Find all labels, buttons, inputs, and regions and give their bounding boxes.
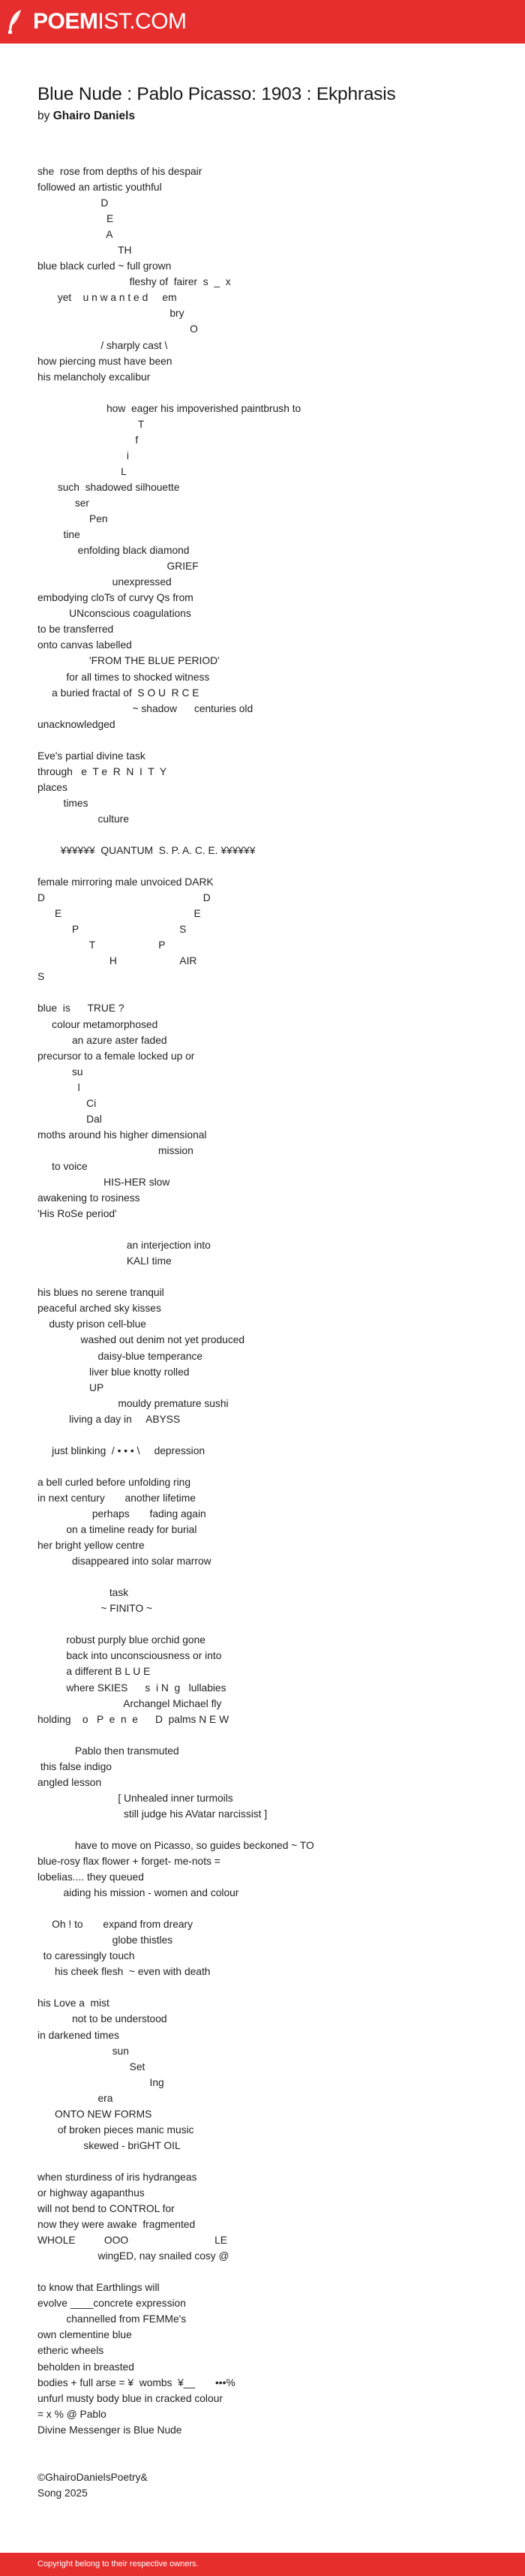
top-bar (0, 0, 525, 44)
copyright-notice: Copyright belong to their respective owners. (38, 2559, 199, 2568)
byline (38, 110, 135, 123)
author-name[interactable]: Ghairo Daniels (52, 110, 136, 122)
quill-logo-icon (6, 8, 26, 35)
site-name-light: IST.COM (98, 9, 187, 34)
site-logo[interactable] (6, 8, 187, 36)
poem-title: Blue Nude : Pablo Picasso: 1903 : Ekphrasis (38, 84, 396, 104)
site-name (33, 8, 187, 36)
footer-bar (0, 2553, 525, 2576)
by-label: by (38, 110, 50, 122)
poem-body: she rose from depths of his despair followed an artistic youthful D E A TH blue black curled ~ full grown fleshy of fairer s _ x yet u n w a n t e d em bry O / sharply cast \ how piercing must have been his melancholy excalibur how eager his impoverished paintbrush to T f i L such shadowed silhouette ser Pen tine enfolding black diamond GRIEF unexpressed embodying cloTs of curvy Qs from UNconscious coagulations to be transferred onto canvas labelled 'FROM THE BLUE PERIOD' for all times to shocked witness a buried fractal of S O U R C E ~ shadow centuries old unacknowledged Eve's partial divine task through e T e R N I T Y places times culture ¥¥¥¥¥¥ QUANTUM S. P. A. C. E. ¥¥¥¥¥¥ female mirroring male unvoiced DARK D D E E P S T P H AIR S blue is TRUE ? colour metamorphosed an azure aster faded precursor to a female locked up or su l Ci Dal moths around his higher dimensional mission to voice HIS-HER slow awakening to rosiness 'His RoSe period' an interjection into KALI time his blues no serene tranquil peaceful arched sky kisses dusty prison cell-blue washed out denim not yet produced daisy-blue temperance liver blue knotty rolled UP mouldy premature sushi living a day in ABYSS just blinking / • • • \ depression a bell curled before unfolding ring in next century another lifetime perhaps fading again on a timeline ready for burial her bright yellow centre disappeared into solar marrow task ~ FINITO ~ robust purply blue orchid gone back into unconsciousness or into a different B L U E where SKIES s i N g lullabies Archangel Michael fly holding o P e n e D palms N E W Pablo then transmuted this false indigo angled lesson [ Unhealed inner turmoils still judge his AVatar narcissist ] have to move on Picasso, so guides beckoned ~ TO blue-rosy flax flower + forget- me-nots = lobelias.... they queued aiding his mission - women and colour Oh ! to expand from dreary globe thistles to caressingly touch his cheek flesh ~ even with death his Love a mist not to be understood in darkened times sun Set Ing era ONTO NEW FORMS of broken pieces manic music skewed - briGHT OIL when sturdiness of iris hydrangeas or highway agapanthus will not bend to CONTROL for now they were awake fragmented WHOLE OOO LE wingED, nay snailed cosy @ to know that Earthlings will evolve ____concrete expression channelled from FEMMe's own clementine blue etheric wheels beholden in breasted bodies + full arse = ¥ wombs ¥__ •••% unfurl musty body blue in cracked colour = x % @ Pablo Divine Messenger is Blue Nude ©GhairoDanielsPoetry& Song 2025 (38, 166, 314, 2499)
site-name-bold: POEM (33, 9, 98, 34)
